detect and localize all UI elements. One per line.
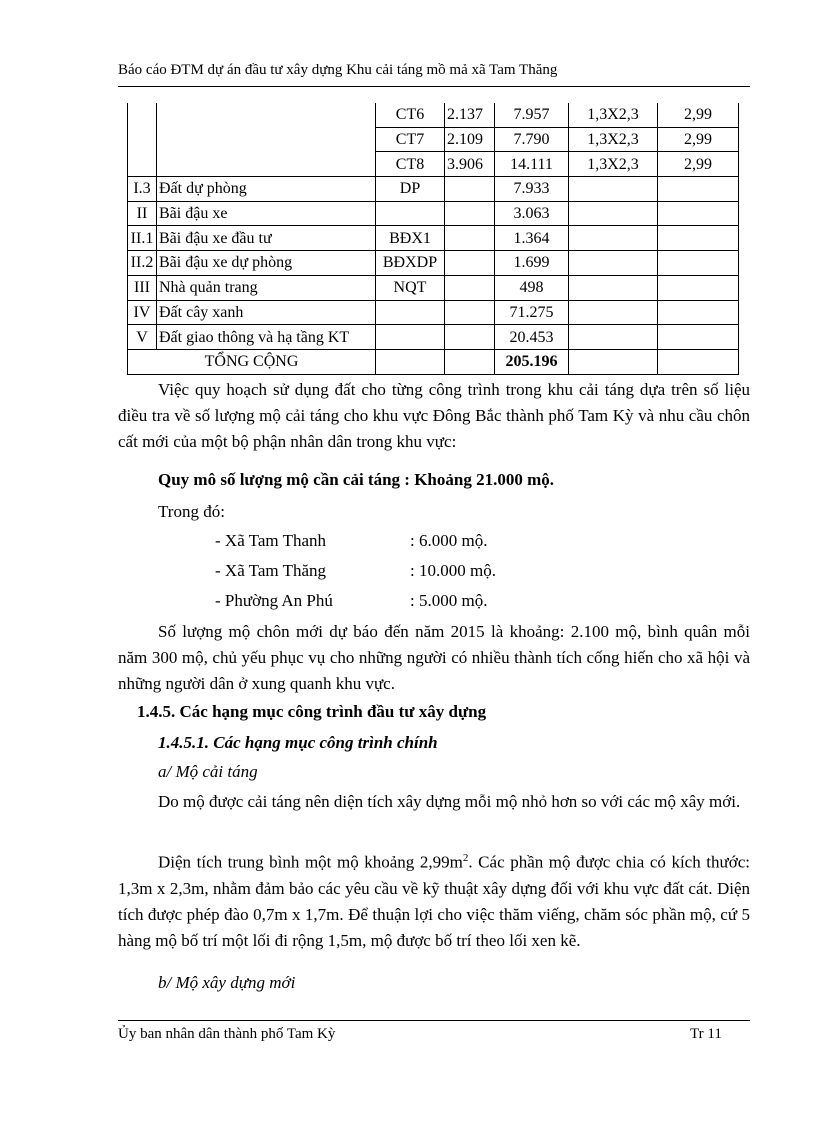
list-item-name: - Xã Tam Thanh (215, 531, 327, 550)
table-row (128, 177, 739, 202)
table-cell-c4 (445, 275, 495, 300)
table-cell-c4 (445, 325, 495, 350)
list-item-name: - Phường An Phú (215, 591, 333, 610)
trong-do-label: Trong đó: (158, 502, 225, 521)
table-cell-c2: Đất dự phòng (157, 177, 376, 202)
subsection-heading: 1.4.5.1. Các hạng mục công trình chính (158, 733, 438, 752)
paragraph-reburial: Do mộ được cải táng nên diện tích xây dựng mỗi mộ nhỏ hơn so với các mộ xây mới. (158, 792, 741, 811)
table-cell-c2: Bãi đậu xe đầu tư (157, 226, 376, 251)
paragraph-area (118, 845, 750, 954)
table-cell-c5: 7.790 (495, 127, 569, 152)
table-cell-c6: 1,3X2,3 (569, 152, 658, 177)
table-cell-c1 (128, 103, 157, 127)
table-cell-c7: 2,99 (658, 152, 739, 177)
table-cell-c5: 1.364 (495, 226, 569, 251)
table-cell-c6 (569, 251, 658, 276)
table-cell-c2 (157, 103, 376, 127)
table-cell-c1: II.1 (128, 226, 157, 251)
table-cell-c3: DP (376, 177, 445, 202)
table-cell-c6 (569, 300, 658, 325)
table-cell-c6 (569, 177, 658, 202)
table-cell-c7 (658, 325, 739, 350)
total-value: 205.196 (495, 349, 569, 374)
land-use-table (127, 103, 739, 375)
table-cell-c3: BĐX1 (376, 226, 445, 251)
list-item-value: : 10.000 mộ. (410, 561, 496, 580)
list-item-value: : 6.000 mộ. (410, 531, 488, 550)
section-heading: 1.4.5. Các hạng mục công trình đầu tư xây dựng (137, 702, 487, 721)
table-cell-c5: 498 (495, 275, 569, 300)
table-cell-c4: 2.109 (445, 127, 495, 152)
table-cell-c3 (376, 300, 445, 325)
table-cell-c4: 3.906 (445, 152, 495, 177)
table-cell-c1: II.2 (128, 251, 157, 276)
table-cell-c7: 2,99 (658, 103, 739, 127)
sub-heading-a: a/ Mộ cải táng (158, 762, 258, 781)
table-cell-c2: Đất giao thông và hạ tầng KT (157, 325, 376, 350)
table-cell-c1 (128, 127, 157, 152)
table-cell-c7 (658, 275, 739, 300)
header-rule (118, 86, 750, 87)
footer-rule (118, 1020, 750, 1021)
table-cell-c2 (157, 152, 376, 177)
table-cell-c2: Đất cây xanh (157, 300, 376, 325)
table-cell-c5: 14.111 (495, 152, 569, 177)
table-cell-c5: 1.699 (495, 251, 569, 276)
superscript: 2 (462, 852, 469, 864)
table-cell-c7 (658, 300, 739, 325)
table-cell-c7: 2,99 (658, 127, 739, 152)
table-cell-c5: 20.453 (495, 325, 569, 350)
table-row (128, 275, 739, 300)
table-row (128, 325, 739, 350)
table-row (128, 300, 739, 325)
table-cell-c5: 71.275 (495, 300, 569, 325)
table-total-row (128, 349, 739, 374)
table-cell-empty (658, 349, 739, 374)
table-cell-empty (376, 349, 445, 374)
table-cell-c4 (445, 201, 495, 226)
table-cell-c3: CT8 (376, 152, 445, 177)
table-cell-c3: NQT (376, 275, 445, 300)
table-cell-c1: II (128, 201, 157, 226)
table-cell-c6 (569, 226, 658, 251)
total-label: TỔNG CỘNG (128, 349, 376, 374)
table-cell-c1: V (128, 325, 157, 350)
table-cell-c3 (376, 325, 445, 350)
list-item-name: - Xã Tam Thăng (215, 561, 327, 580)
table-cell-c1 (128, 152, 157, 177)
footer-left: Ủy ban nhân dân thành phố Tam Kỳ (118, 1026, 336, 1042)
table-cell-c2: Nhà quản trang (157, 275, 376, 300)
table-cell-c1: IV (128, 300, 157, 325)
table-cell-c7 (658, 201, 739, 226)
table-cell-c3: CT7 (376, 127, 445, 152)
table-row (128, 103, 739, 127)
table-cell-c6 (569, 325, 658, 350)
paragraph-land-planning: Việc quy hoạch sử dụng đất cho từng công trình trong khu cải táng dựa trên số liệu điều tra về số lượng mộ cải táng cho khu vực Đông Bắc thành phố Tam Kỳ và nhu cầu chôn cất mới của một bộ phận nhân dân trong khu vực: (118, 380, 750, 451)
table-cell-c1: I.3 (128, 177, 157, 202)
table-cell-c6 (569, 201, 658, 226)
table-cell-c1: III (128, 275, 157, 300)
table-cell-empty (569, 349, 658, 374)
table-cell-c2 (157, 127, 376, 152)
table-cell-c2: Bãi đậu xe dự phòng (157, 251, 376, 276)
table-cell-c6: 1,3X2,3 (569, 103, 658, 127)
table-cell-c4: 2.137 (445, 103, 495, 127)
area-text-pre: Diện tích trung bình một mộ khoảng 2,99m (158, 852, 463, 872)
table-cell-c5: 3.063 (495, 201, 569, 226)
table-cell-c4 (445, 251, 495, 276)
table-row (128, 226, 739, 251)
table-cell-c4 (445, 300, 495, 325)
table-cell-c3: BĐXDP (376, 251, 445, 276)
scale-heading: Quy mô số lượng mộ cần cải táng : Khoảng 21.000 mộ. (158, 470, 554, 489)
page-number: Tr 11 (690, 1026, 722, 1042)
table-cell-c6: 1,3X2,3 (569, 127, 658, 152)
table-row (128, 201, 739, 226)
table-row (128, 251, 739, 276)
table-cell-c7 (658, 251, 739, 276)
table-cell-c7 (658, 226, 739, 251)
sub-heading-b: b/ Mộ xây dựng mới (158, 973, 296, 992)
area-text-post: . Các phần mộ được chia có kích thước: 1,3m x 2,3m, nhằm đảm bảo các yêu cầu về kỹ thuật xây dựng đối với khu vực đất cát. Diện tích được phép đào 0,7m x 1,7m. Để thuận lợi cho việc thăm viếng, chăm sóc phần mộ, cứ 5 hàng mộ bố trí một lối đi rộng 1,5m, mộ được bố trí theo lối xen kẽ. (118, 852, 750, 950)
table-cell-c5: 7.933 (495, 177, 569, 202)
table-cell-empty (445, 349, 495, 374)
page-header: Báo cáo ĐTM dự án đầu tư xây dựng Khu cải táng mồ mả xã Tam Thăng (118, 62, 558, 78)
table-cell-c4 (445, 177, 495, 202)
table-cell-c6 (569, 275, 658, 300)
list-item-value: : 5.000 mộ. (410, 591, 488, 610)
table-cell-c4 (445, 226, 495, 251)
table-cell-c3: CT6 (376, 103, 445, 127)
paragraph-new-graves: Số lượng mộ chôn mới dự báo đến năm 2015 là khoảng: 2.100 mộ, bình quân mỗi năm 300 mộ, chủ yếu phục vụ cho những người có nhiều thành tích cống hiến cho xã hội và những người dân ở xung quanh khu vực. (118, 622, 750, 693)
table-cell-c3 (376, 201, 445, 226)
table-cell-c5: 7.957 (495, 103, 569, 127)
table-row (128, 152, 739, 177)
table-cell-c2: Bãi đậu xe (157, 201, 376, 226)
table-cell-c7 (658, 177, 739, 202)
table-row (128, 127, 739, 152)
